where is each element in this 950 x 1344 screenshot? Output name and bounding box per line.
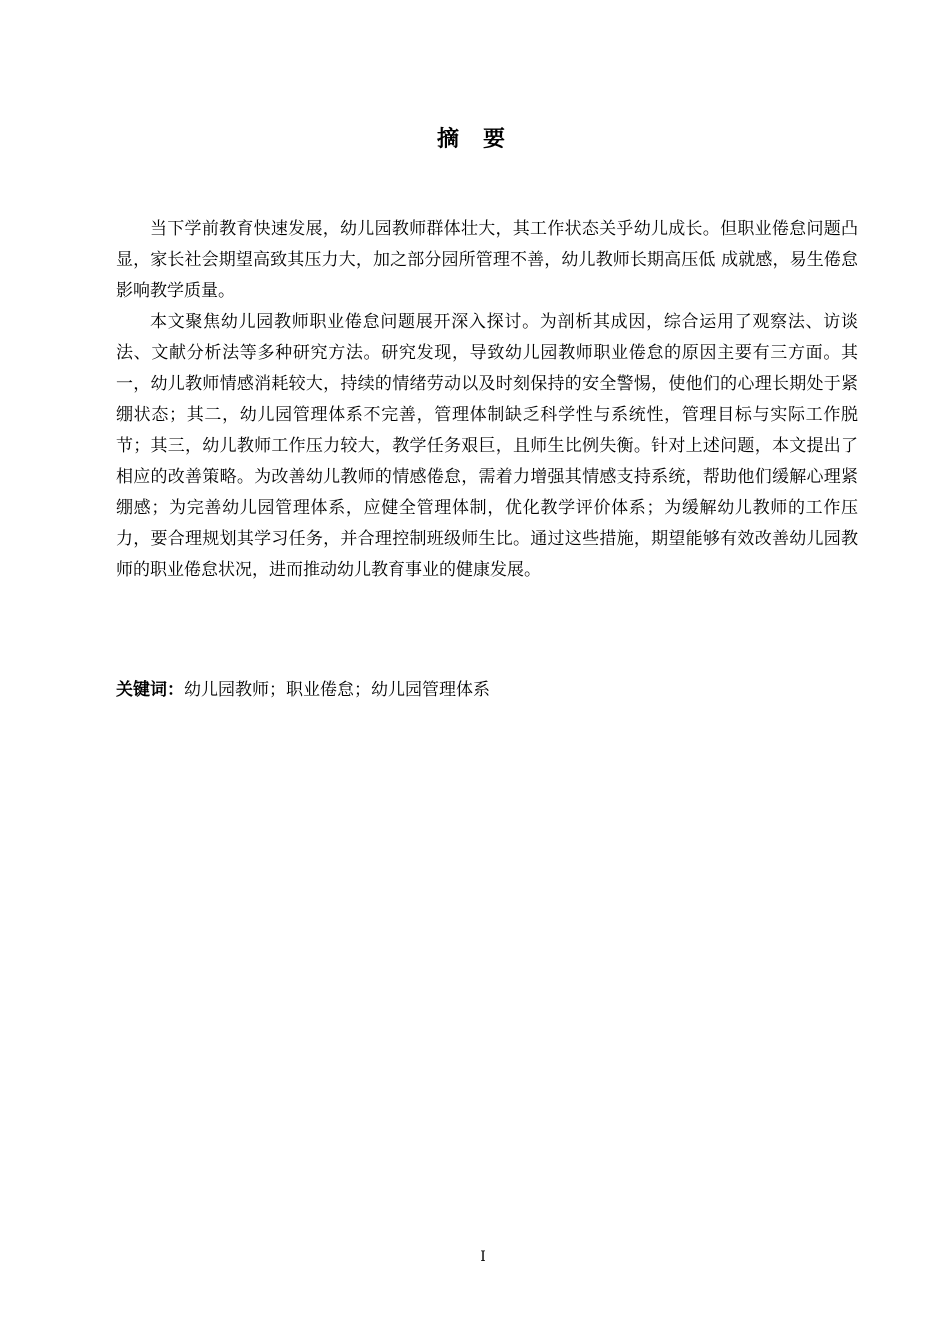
keywords-line [116,675,858,706]
abstract-title: 摘要 [436,127,529,152]
keywords-label: 关键词： [116,680,184,700]
abstract-paragraph-1: 当下学前教育快速发展，幼儿园教师群体壮大，其工作状态关乎幼儿成长。但职业倦怠问题凸显，家长社会期望高致其压力大，加之部分园所管理不善，幼儿教师长期高压低 成就感，易生倦怠影响教学质量。 [116,219,858,301]
abstract-paragraph-2: 本文聚焦幼儿园教师职业倦怠问题展开深入探讨。为剖析其成因，综合运用了观察法、访谈法、文献分析法等多种研究方法。研究发现，导致幼儿园教师职业倦怠的原因主要有三方面。其一，幼儿教师情感消耗较大，持续的情绪劳动以及时刻保持的安全警惕，使他们的心理长期处于紧绷状态；其二，幼儿园管理体系不完善，管理体制缺乏科学性与系统性，管理目标与实际工作脱节；其三，幼儿教师工作压力较大，教学任务艰巨，且师生比例失衡。针对上述问题，本文提出了相应的改善策略。为改善幼儿教师的情感倦怠，需着力增强其情感支持系统，帮助他们缓解心理紧绷感；为完善幼儿园管理体系，应健全管理体制，优化教学评价体系；为缓解幼儿教师的工作压力，要合理规划其学习任务，并合理控制班级师生比。通过这些措施，期望能够有效改善幼儿园教师的职业倦怠状况，进而推动幼儿教育事业的健康发展。 [116,312,858,580]
keywords-text: 幼儿园教师；职业倦怠；幼儿园管理体系 [184,680,490,700]
page-number: I [480,1249,486,1265]
abstract-body [116,214,858,586]
